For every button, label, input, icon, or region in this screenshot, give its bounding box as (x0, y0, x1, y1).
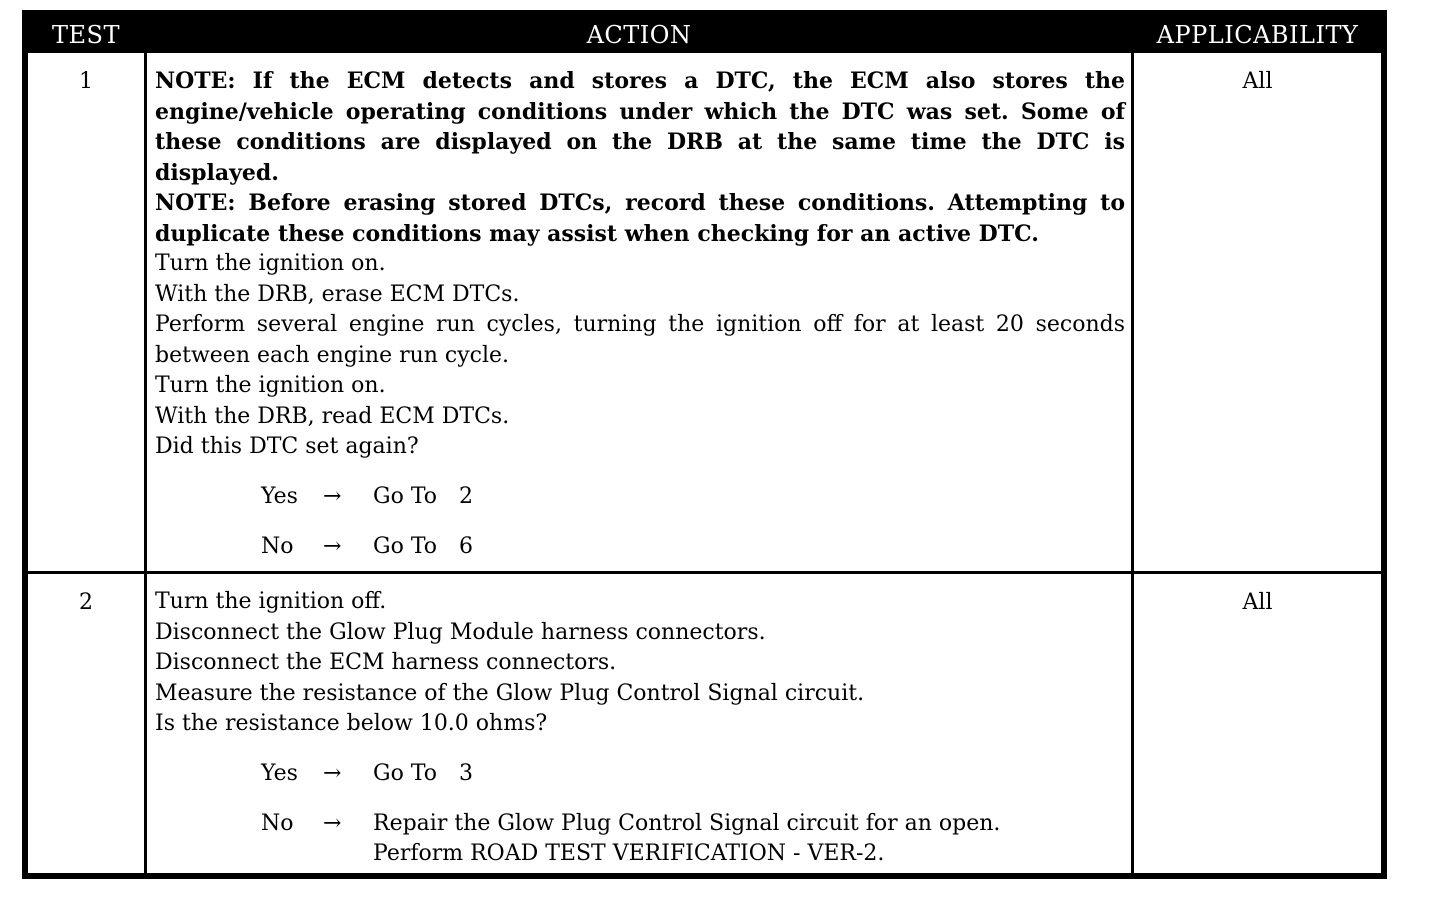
goto-instruction (373, 482, 1133, 513)
applicability-cell (1134, 574, 1381, 873)
header-applicability: APPLICABILITY (1156, 21, 1359, 49)
arrow-icon: → (323, 533, 342, 559)
note-text: NOTE: If the ECM detects and stores a DTC, the ECM also stores the engine/vehicle operating conditions under which the DTC was set. Some of these conditions are displayed on the DRB at the same time the DTC is displayed. (155, 68, 1125, 186)
goto-text: Go To (373, 483, 438, 509)
test-number: 1 (79, 69, 93, 94)
action-cell (147, 53, 1131, 571)
table-row-test-2 (28, 574, 1381, 873)
goto-target: 2 (459, 483, 474, 509)
step-text: With the DRB, erase ECM DTCs. (155, 281, 520, 307)
step-text: Measure the resistance of the Glow Plug Control Signal circuit. (155, 680, 865, 706)
goto-instruction (373, 759, 1133, 790)
yes-label: Yes (261, 760, 298, 786)
test-cell (28, 53, 144, 571)
repair-instruction (373, 809, 1133, 870)
goto-text: Go To (373, 533, 438, 559)
note-text: NOTE: Before erasing stored DTCs, record these conditions. Attempting to duplicate these conditions may assist when checking for an active DTC. (155, 190, 1125, 247)
header-test: TEST (52, 21, 120, 49)
table-header-row (28, 16, 1381, 53)
question-text: Is the resistance below 10.0 ohms? (155, 711, 548, 736)
action-content (155, 66, 1125, 582)
test-cell (28, 574, 144, 873)
repair-line: Repair the Glow Plug Control Signal circuit for an open. (373, 810, 1001, 836)
test-number: 2 (79, 590, 93, 615)
yes-label: Yes (261, 483, 298, 509)
step-text: Turn the ignition on. (155, 373, 386, 398)
applicability-cell (1134, 53, 1381, 571)
step-text: With the DRB, read ECM DTCs. (155, 403, 510, 429)
header-action: ACTION (586, 21, 692, 49)
diagnostic-table (22, 10, 1387, 879)
yes-choice (155, 482, 1125, 532)
no-label: No (261, 810, 294, 836)
action-cell (147, 574, 1131, 873)
goto-target: 3 (459, 760, 474, 786)
no-label: No (261, 533, 294, 559)
answer-choices (155, 482, 1125, 582)
table-row-test-1 (28, 53, 1381, 571)
verification-line: Perform ROAD TEST VERIFICATION - VER-2. (373, 841, 885, 866)
applicability-value: All (1242, 69, 1273, 94)
action-content (155, 587, 1125, 871)
applicability-value: All (1242, 590, 1273, 615)
arrow-icon: → (323, 760, 342, 786)
question-text: Did this DTC set again? (155, 434, 419, 459)
yes-choice (155, 759, 1125, 809)
step-text: Disconnect the Glow Plug Module harness connectors. (155, 619, 766, 645)
step-text: Disconnect the ECM harness connectors. (155, 650, 617, 675)
arrow-icon: → (323, 810, 342, 836)
goto-text: Go To (373, 760, 438, 786)
step-text: Turn the ignition on. (155, 251, 386, 276)
step-text: Perform several engine run cycles, turning the ignition off for at least 20 seconds between each engine run cycle. (155, 312, 1125, 368)
answer-choices (155, 759, 1125, 871)
step-text: Turn the ignition off. (155, 589, 387, 614)
goto-target: 6 (459, 533, 474, 559)
no-choice (155, 809, 1125, 871)
arrow-icon: → (323, 483, 342, 509)
goto-instruction (373, 532, 1133, 563)
